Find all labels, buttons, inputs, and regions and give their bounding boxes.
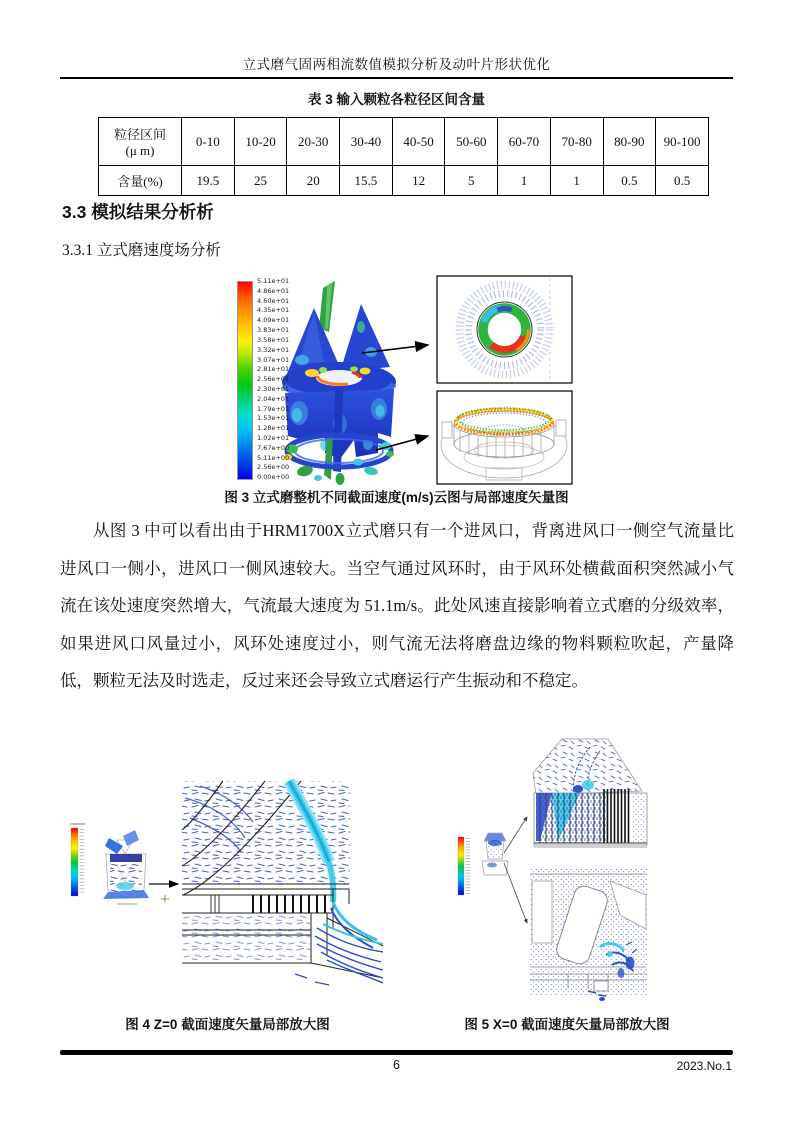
footer-rule xyxy=(60,1050,733,1055)
table-cell: 80-90 xyxy=(603,118,656,166)
row-label-line1: 粒径区间 xyxy=(113,127,166,142)
table-cell: 15.5 xyxy=(340,166,393,196)
subsection-heading: 3.3.1 立式磨速度场分析 xyxy=(62,242,221,259)
table-cell: 20 xyxy=(287,166,340,196)
figure5-mill-overview xyxy=(482,833,508,875)
issue-label: 2023.No.1 xyxy=(676,1059,732,1073)
figure4-mill-overview xyxy=(103,830,169,904)
table-cell: 10-20 xyxy=(234,118,287,166)
legend-tick-label: 4.35e+01 xyxy=(257,306,290,315)
figure5-graphic xyxy=(440,733,740,1005)
table3 xyxy=(98,117,709,196)
nozzle-vanes xyxy=(253,895,325,913)
legend-tick-label: 3.58e+01 xyxy=(257,335,290,344)
table-cell: 70-80 xyxy=(550,118,603,166)
figure3-caption: 图 3 立式磨整机不同截面速度(m/s)云图与局部速度矢量图 xyxy=(224,490,569,505)
legend-tick-label: 5.11e+01 xyxy=(257,277,290,285)
figure4-mini-colorbar xyxy=(70,824,85,896)
legend-tick-label: 2.30e+01 xyxy=(257,384,290,393)
section-heading: 3.3 模拟结果分析析 xyxy=(62,202,214,222)
table-cell: 60-70 xyxy=(498,118,551,166)
legend-tick-label: 1.79e+01 xyxy=(257,404,290,413)
legend-tick-label: 7.67e+00 xyxy=(257,443,290,452)
figure5-caption: 图 5 X=0 截面速度矢量局部放大图 xyxy=(464,1017,670,1032)
mill-velocity-contour xyxy=(282,281,396,485)
table3-caption: 表 3 输入颗粒各粒径区间含量 xyxy=(307,92,485,107)
table-row-values xyxy=(99,166,709,196)
legend-tick-label: 2.56e+00 xyxy=(257,463,290,472)
table-cell: 30-40 xyxy=(340,118,393,166)
callout-line-bottom xyxy=(504,863,527,923)
table-cell: 5 xyxy=(445,166,498,196)
figure4-zoomed-vector-field xyxy=(182,781,383,985)
legend-tick-label: 5.11e+00 xyxy=(257,453,290,462)
table-cell: 0.5 xyxy=(656,166,709,196)
legend-tick-label: 2.56e+01 xyxy=(257,375,290,384)
header-rule xyxy=(60,77,733,79)
legend-tick-label: 1.53e+01 xyxy=(257,414,290,423)
legend-tick-label: 4.86e+01 xyxy=(257,286,290,295)
table-cell: 1 xyxy=(550,166,603,196)
table-cell: 0-10 xyxy=(182,118,235,166)
legend-tick-label: 3.83e+01 xyxy=(257,326,290,335)
figure4-graphic xyxy=(65,778,390,1006)
table-cell: 90-100 xyxy=(656,118,709,166)
table-cell: 50-60 xyxy=(445,118,498,166)
figure3 xyxy=(228,272,588,487)
table-cell: 40-50 xyxy=(392,118,445,166)
legend-tick-label: 0.00e+00 xyxy=(257,473,290,482)
callout-line-top xyxy=(504,817,527,853)
legend-tick-label: 1.02e+01 xyxy=(257,434,290,442)
figure4-caption: 图 4 Z=0 截面速度矢量局部放大图 xyxy=(125,1017,330,1032)
running-title: 立式磨气固两相流数值模拟分析及动叶片形状优化 xyxy=(242,57,551,72)
table-cell: 20-30 xyxy=(287,118,340,166)
legend-tick-label: 3.07e+01 xyxy=(257,355,290,364)
figure3-colorbar-labels xyxy=(257,278,289,481)
table-row-label: 含量(%) xyxy=(99,166,182,196)
figure5-roller-zoom xyxy=(530,867,647,1001)
table-row-label xyxy=(99,118,182,166)
page-number: 6 xyxy=(393,1058,400,1072)
top-section-vector-plot xyxy=(437,276,572,383)
table-row-header xyxy=(99,118,709,166)
legend-tick-label: 1.28e+01 xyxy=(257,424,290,433)
legend-tick-label: 2.04e+01 xyxy=(257,394,290,403)
table-cell: 1 xyxy=(498,166,551,196)
legend-tick-label: 3.32e+01 xyxy=(257,345,290,354)
table-cell: 19.5 xyxy=(182,166,235,196)
body-paragraph: 从图 3 中可以看出由于HRM1700X立式磨只有一个进风口，背离进风口一侧空气流量比进风口一侧小，进风口一侧风速较大。当空气通过风环时，由于风环处横截面积突然减小气流在该处速度突然增大，气流最大速度为 51.1m/s。此处风速直接影响着立式磨的分级效率，如果进风口风量过小，风环处速度过小，则气流无法将磨盘边缘的物料颗粒吹起，产量降低，颗粒无法及时选走，反过来还会导致立式磨运行产生振动和不稳定。 xyxy=(60,521,734,691)
legend-tick-label: 2.81e+01 xyxy=(257,365,290,374)
legend-tick-label: 4.60e+01 xyxy=(257,296,290,305)
table-cell: 12 xyxy=(392,166,445,196)
vane-group-left xyxy=(211,895,219,913)
figure5-classifier-zoom xyxy=(533,739,647,847)
row-label-line2: (μ m) xyxy=(125,143,155,158)
legend-tick-label: 4.09e+01 xyxy=(257,316,290,325)
figure5-mini-colorbar xyxy=(458,837,468,895)
figure3-colorbar xyxy=(237,281,253,480)
ring-section-vector-plot xyxy=(437,391,572,484)
table-cell: 0.5 xyxy=(603,166,656,196)
table-cell: 25 xyxy=(234,166,287,196)
